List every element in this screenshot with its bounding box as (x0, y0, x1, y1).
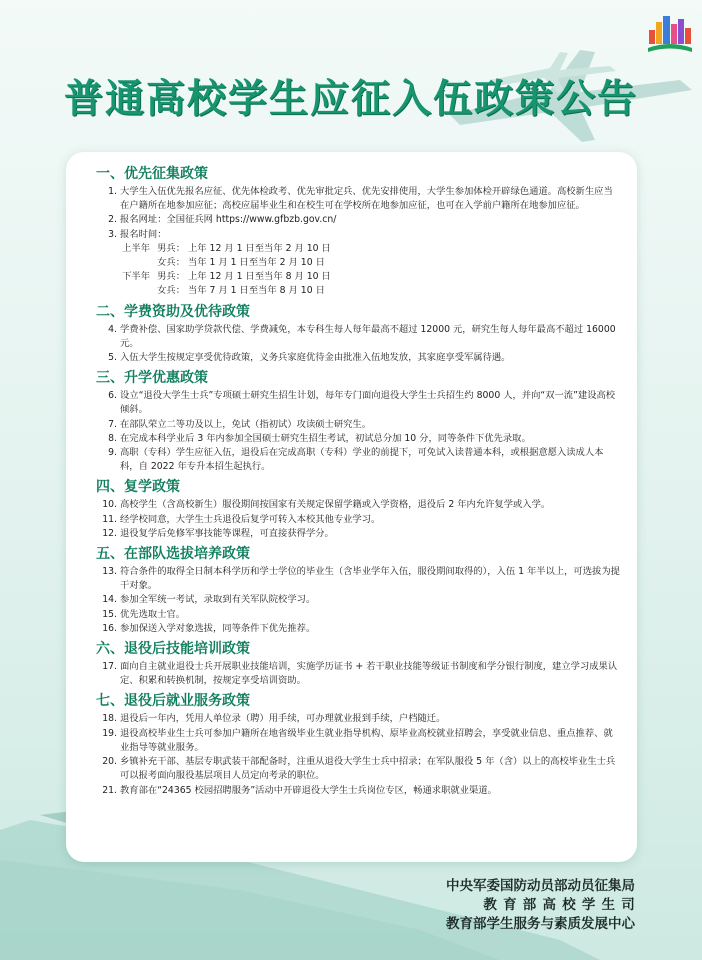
item-number: 20. (102, 756, 117, 768)
section-heading: 一、优先征集政策 (96, 166, 208, 182)
policy-item (96, 351, 621, 365)
schedule-dates: 当年 1 月 1 日至当年 2 月 10 日 (188, 257, 325, 269)
item-text: 教育部在“24365 校园招聘服务”活动中开辟退役大学生士兵岗位专区，畅通求职就业渠道。 (120, 784, 497, 796)
item-number: 3. (108, 228, 117, 240)
item-number: 10. (102, 499, 117, 511)
policy-item (96, 727, 621, 755)
item-number: 18. (102, 713, 117, 725)
item-number: 2. (108, 214, 117, 226)
policy-item (96, 213, 621, 227)
schedule-period: 下半年 (122, 271, 150, 283)
policy-item (96, 389, 621, 417)
policy-item (96, 323, 621, 351)
section-heading: 二、学费资助及优待政策 (96, 303, 250, 320)
item-text: 学费补偿、国家助学贷款代偿、学费减免，本专科生每人每年最高不超过 12000 元，研究生每人每年最高不超过 16000 元。 (120, 323, 616, 349)
item-number: 1. (108, 186, 117, 197)
schedule-period (117, 284, 150, 298)
policy-item (96, 527, 621, 541)
policy-item (96, 660, 621, 688)
policy-item (96, 622, 621, 636)
item-number: 21. (102, 784, 117, 796)
item-text: 在完成本科学业后 3 年内参加全国硕士研究生招生考试，初试总分加 10 分，同等条件下优先录取。 (120, 432, 531, 444)
item-number: 11. (102, 513, 117, 525)
item-number: 7. (108, 418, 117, 430)
item-number: 8. (108, 432, 117, 444)
section-heading: 四、复学政策 (96, 479, 180, 496)
item-text: 面向自主就业退役士兵开展职业技能培训，实施学历证书 + 若干职业技能等级证书制度和学分银行制度，建立学习成果认定、积累和转换机制，按规定享受培训资助。 (120, 661, 618, 687)
item-number: 5. (108, 352, 117, 364)
item-text: 报名时间： (120, 228, 167, 240)
item-number: 13. (102, 566, 117, 578)
policy-item (96, 432, 621, 446)
policy-section (96, 165, 621, 299)
item-number: 12. (102, 527, 117, 539)
item-text: 入伍大学生按规定享受优待政策，义务兵家庭优待金由批准入伍地发放，其家庭享受军属待遇。 (120, 352, 511, 364)
policy-item (96, 498, 621, 512)
policy-item (96, 565, 621, 593)
policy-item (96, 593, 621, 607)
policy-item (96, 185, 621, 213)
schedule-dates: 上年 12 月 1 日至当年 2 月 10 日 (188, 242, 331, 254)
item-text: 参加全军统一考试，录取到有关军队院校学习。 (120, 594, 316, 606)
section-heading: 三、升学优惠政策 (96, 370, 208, 387)
section-heading: 六、退役后技能培训政策 (96, 641, 250, 658)
policy-item (96, 513, 621, 527)
item-text: 设立“退役大学生士兵”专项硕士研究生招生计划，每年专门面向退役大学生士兵招生约 8000 人，并向“双一流”建设高校倾斜。 (120, 390, 616, 416)
policy-section (96, 303, 621, 366)
item-number: 14. (102, 594, 117, 606)
item-text: 在部队荣立二等功及以上，免试（指初试）攻读硕士研究生。 (120, 418, 372, 430)
policy-item (96, 755, 621, 783)
item-text: 报名网址：全国征兵网 https://www.gfbzb.gov.cn/ (120, 214, 337, 226)
schedule-dates: 当年 7 月 1 日至当年 8 月 10 日 (188, 285, 325, 297)
schedule-soldier-type: 男兵： (157, 242, 185, 254)
issuer-1: 中央军委国防动员部动员征集局 (446, 878, 635, 894)
item-text: 退役后一年内，凭用人单位录（聘）用手续，可办理就业报到手续，户档随迁。 (120, 713, 446, 725)
campus-buildings-logo (646, 10, 694, 54)
policy-section (96, 692, 621, 797)
policy-sections (96, 161, 621, 798)
policy-card (66, 152, 637, 862)
schedule-row (96, 284, 621, 298)
issuer-block (446, 877, 641, 934)
issuer-2: 教育部高校学生司 (483, 897, 641, 913)
item-number: 17. (102, 661, 117, 673)
item-text: 高职（专科）学生应征入伍，退役后在完成高职（专科）学业的前提下，可免试入读普通本科，或根据意愿入读成人本科，自 2022 年专升本招生起执行。 (120, 447, 604, 473)
policy-item (96, 446, 621, 474)
schedule-dates: 上年 12 月 1 日至当年 8 月 10 日 (188, 271, 331, 283)
item-number: 16. (102, 622, 117, 634)
item-number: 15. (102, 608, 117, 620)
policy-item (96, 784, 621, 798)
item-text: 参加保送入学对象选拔，同等条件下优先推荐。 (120, 622, 316, 634)
policy-section (96, 478, 621, 541)
item-text: 大学生入伍优先报名应征、优先体检政考、优先审批定兵、优先安排使用，大学生参加体检开辟绿色通道。高校新生应当在户籍所在地参加应征；高校应届毕业生和在校生可在学校所在地参加应征，也可在入学前户籍所在地参加应征。 (120, 186, 613, 212)
item-text: 乡镇补充干部、基层专职武装干部配备时，注重从退役大学生士兵中招录；在军队服役 5 年（含）以上的高校毕业生士兵可以报考面向服役基层项目人员定向考录的职位。 (120, 756, 616, 782)
item-number: 6. (108, 390, 117, 402)
item-number: 9. (108, 447, 117, 459)
schedule-soldier-type: 男兵： (157, 271, 185, 283)
item-number: 19. (102, 727, 117, 739)
section-heading: 七、退役后就业服务政策 (96, 693, 250, 710)
item-text: 退役复学后免修军事技能等课程，可直接获得学分。 (120, 527, 334, 539)
item-text: 经学校同意，大学生士兵退役后复学可转入本校其他专业学习。 (120, 513, 381, 525)
item-text: 高校学生（含高校新生）服役期间按国家有关规定保留学籍或入学资格，退役后 2 年内允许复学或入学。 (120, 499, 551, 511)
schedule-row (96, 270, 621, 284)
section-heading: 五、在部队选拔培养政策 (96, 546, 250, 563)
item-text: 优先选取士官。 (120, 608, 186, 620)
page-title: 普通高校学生应征入伍政策公告 (63, 77, 638, 122)
item-text: 退役高校毕业生士兵可参加户籍所在地省级毕业生就业指导机构、原毕业高校就业招聘会，享受就业信息、重点推荐、就业指导等就业服务。 (120, 727, 613, 753)
item-number: 4. (108, 323, 117, 335)
schedule-period: 上半年 (122, 242, 150, 254)
policy-section (96, 369, 621, 474)
schedule-soldier-type: 女兵： (157, 257, 185, 269)
schedule-period (117, 256, 150, 270)
policy-section (96, 640, 621, 688)
policy-item (96, 418, 621, 432)
item-text: 符合条件的取得全日制本科学历和学士学位的毕业生（含毕业学年入伍，服役期间取得的），入伍 1 年半以上，可选拔为提干对象。 (120, 566, 620, 592)
schedule-soldier-type: 女兵： (157, 285, 185, 297)
schedule-row (96, 242, 621, 256)
policy-section (96, 545, 621, 636)
schedule-row (96, 256, 621, 270)
policy-item (96, 228, 621, 242)
issuer-3: 教育部学生服务与素质发展中心 (446, 916, 635, 932)
policy-item (96, 608, 621, 622)
policy-item (96, 712, 621, 726)
